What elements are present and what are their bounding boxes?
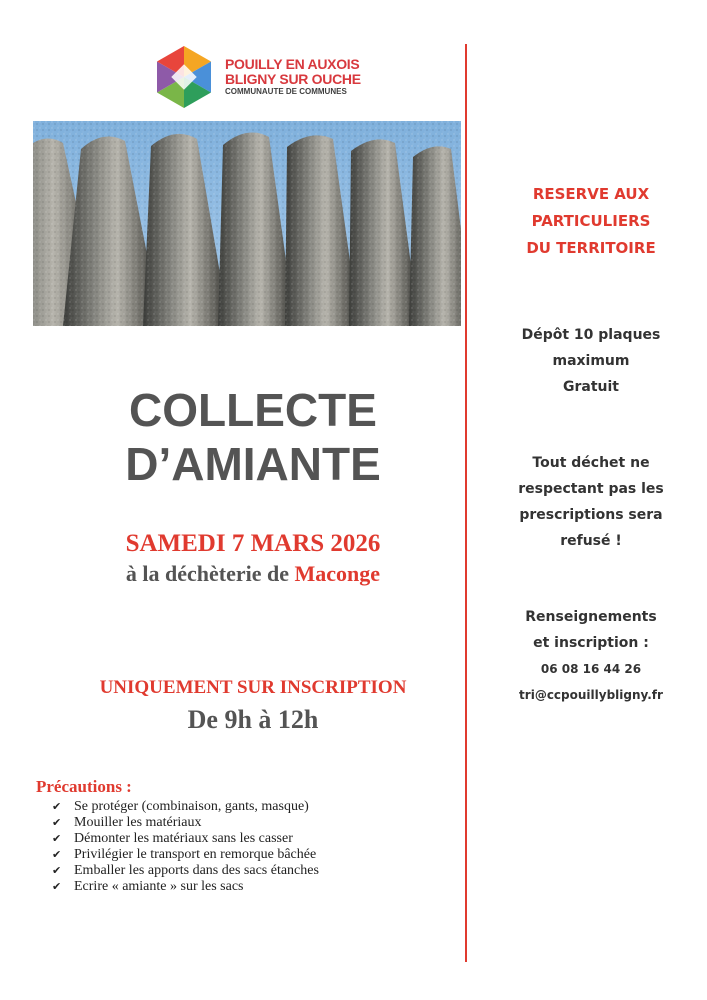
checkmark-icon: ✔ xyxy=(52,848,62,861)
checkmark-icon: ✔ xyxy=(52,800,62,813)
asbestos-roof-photo xyxy=(33,121,461,326)
refusal-notice xyxy=(476,450,706,554)
list-item: ✔ Mouiller les matériaux xyxy=(52,815,202,830)
event-date: SAMEDI 7 MARS 2026 xyxy=(125,530,381,557)
registration-notice: UNIQUEMENT SUR INSCRIPTION xyxy=(99,677,407,698)
contact-phone: 06 08 16 44 26 xyxy=(540,662,642,676)
contact-title-line-1: Renseignements xyxy=(525,609,657,625)
checkmark-icon: ✔ xyxy=(52,864,62,877)
vertical-divider xyxy=(465,44,467,962)
contact-info xyxy=(476,604,706,708)
refusal-line-3: prescriptions sera xyxy=(519,507,663,523)
title-line-1: COLLECTE xyxy=(129,384,377,436)
checkmark-icon: ✔ xyxy=(52,832,62,845)
list-item: ✔ Démonter les matériaux sans les casser xyxy=(52,831,293,846)
precautions-list xyxy=(52,799,319,895)
place-prefix: à la déchèterie de xyxy=(125,561,295,586)
place-name: Maconge xyxy=(294,561,381,586)
reserved-line-3: DU TERRITOIRE xyxy=(526,239,656,257)
contact-title-line-2: et inscription : xyxy=(533,635,649,651)
reserved-line-2: PARTICULIERS xyxy=(531,212,651,230)
list-item: ✔ Se protéger (combinaison, gants, masque) xyxy=(52,799,309,814)
deposit-line-1: Dépôt 10 plaques xyxy=(521,327,661,343)
title-line-2: D’AMIANTE xyxy=(125,438,381,490)
page-title xyxy=(30,383,476,491)
checkmark-icon: ✔ xyxy=(52,880,62,893)
contact-email: tri@ccpouillybligny.fr xyxy=(519,688,663,702)
refusal-line-4: refusé ! xyxy=(560,533,622,549)
event-hours: De 9h à 12h xyxy=(187,705,319,734)
refusal-line-2: respectant pas les xyxy=(518,481,664,497)
logo-line-3: COMMUNAUTE DE COMMUNES xyxy=(225,87,347,96)
checkmark-icon: ✔ xyxy=(52,816,62,829)
logo-line-1: POUILLY EN AUXOIS xyxy=(225,56,360,72)
deposit-line-3: Gratuit xyxy=(563,379,619,395)
logo-line-2: BLIGNY SUR OUCHE xyxy=(225,71,361,87)
event-place xyxy=(30,561,476,587)
reserved-notice xyxy=(476,181,706,262)
list-item: ✔ Ecrire « amiante » sur les sacs xyxy=(52,879,244,894)
deposit-info xyxy=(476,322,706,400)
corrugated-roof-image xyxy=(33,121,461,326)
refusal-line-1: Tout déchet ne xyxy=(532,455,650,471)
list-item: ✔ Emballer les apports dans des sacs étanches xyxy=(52,863,319,878)
precautions-title: Précautions : xyxy=(36,777,132,796)
deposit-line-2: maximum xyxy=(552,353,630,369)
hexagon-logo-icon xyxy=(153,46,215,108)
list-item: ✔ Privilégier le transport en remorque bâchée xyxy=(52,847,317,862)
logo xyxy=(153,46,363,108)
reserved-line-1: RESERVE AUX xyxy=(532,185,650,203)
